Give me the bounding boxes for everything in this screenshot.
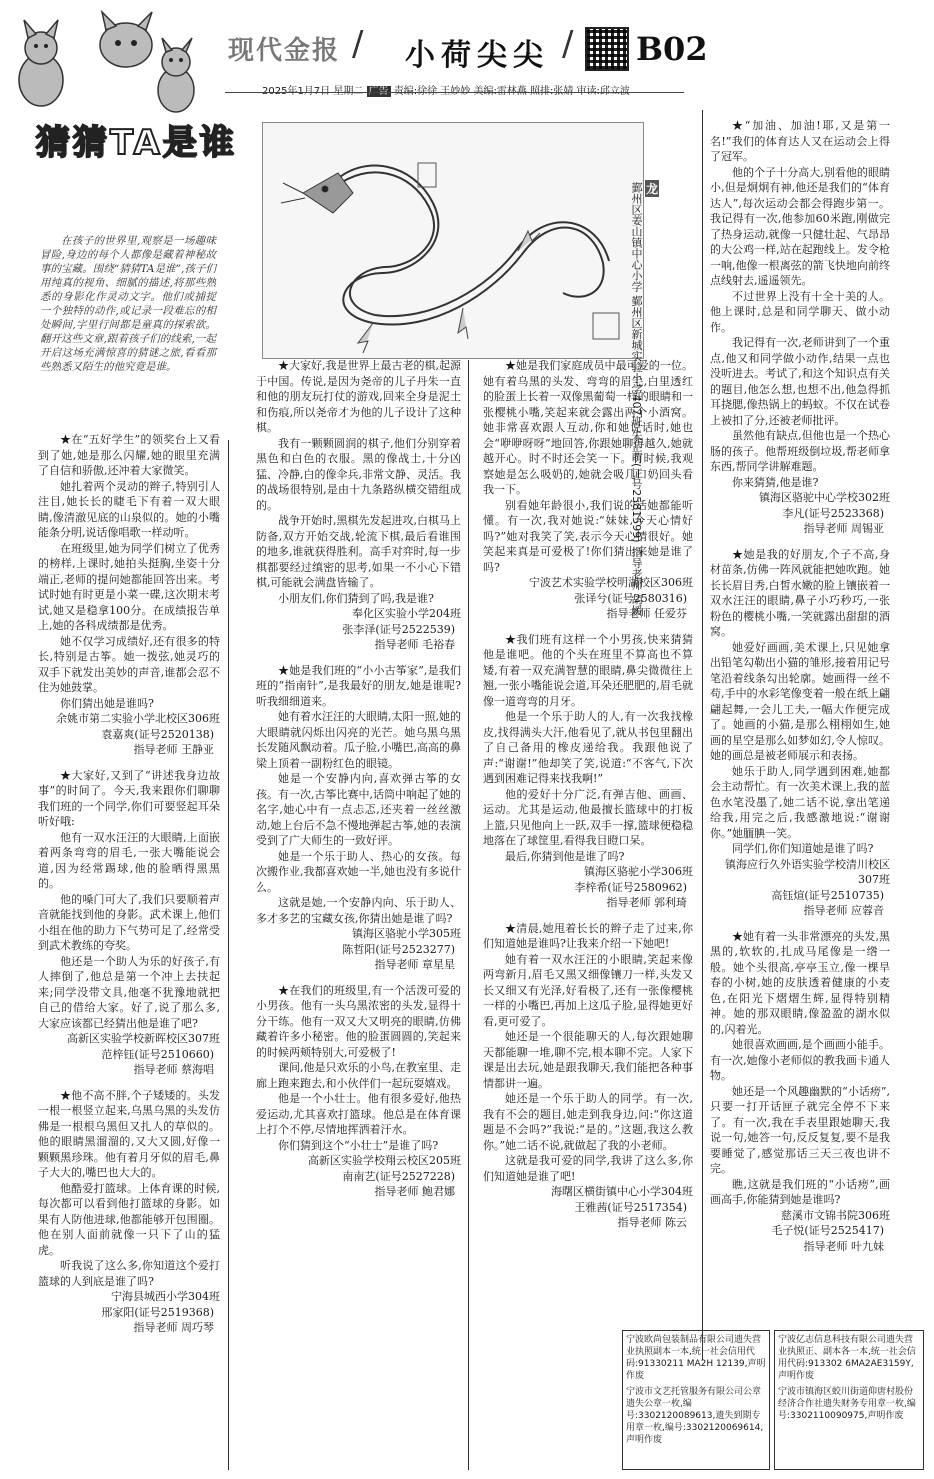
article-paragraph: 他是一个小壮士。他有很多爱好,他热爱运动,尤其喜欢打篮球。他总是在体育课上打个不停,尽情地挥洒着汗水。	[256, 1092, 461, 1136]
article-paragraph: 她有着水汪汪的大眼睛,太阳一照,她的大眼睛就闪烁出闪亮的光芒。她乌黑乌黑长发随风飘动着。瓜子脸,小嘴巴,高高的鼻梁上顶着一副粉红色的眼镜。	[256, 710, 461, 770]
article-student: 范梓钰(证号2510660)	[101, 1047, 214, 1061]
article-paragraph: ★他不高不胖,个子矮矮的。头发一根一根竖立起来,乌黑乌黑的头发仿佛是一根根乌黑但又扎人的草似的。他的眼睛黑溜溜的,又大又圆,好像一颗颗黑珍珠。他有着月牙似的眉毛,鼻子大大的,嘴巴也大大的。	[38, 1088, 220, 1179]
page-number: B02	[636, 30, 708, 68]
article-paragraph: 这就是我可爱的同学,我讲了这么多,你们知道她是谁了吧!	[483, 1154, 693, 1183]
cartoon-animals-illustration	[6, 10, 206, 120]
artwork-title: 龙	[645, 182, 658, 196]
ad-text: 宁波欧尚包装制品有限公司遗失营业执照副本一本,统一社会信用代码:91330211 MA2H 12139,声明作废	[626, 1335, 766, 1381]
article-paragraph: 我有一颗颗圆润的棋子,他们分别穿着黑色和白色的衣服。黑的像战士,十分凶猛、冷静,白的像伞兵,非常文静、灵活。我的战场很特别,是由十九条路纵横交错组成的。	[256, 436, 461, 512]
article-paragraph: 她是一个乐于助人、热心的女孩。每次搬作业,我都喜欢她一半,她也没有多说什么。	[256, 849, 461, 894]
article-paragraph: ★大家好,又到了“讲述我身边故事”的时间了。今天,我来跟你们聊聊我们班的一个同学,你们可要竖起耳朵听好哦:	[38, 768, 220, 828]
article-paragraph: 我记得有一次,老师讲到了一个重点,他又和同学做小动作,结果一点也没听进去。考试了,和这个知识点有关的题目,他怎么想,也想不出,他急得抓耳挠腮,像热锅上的蚂蚁。不仅在试卷上被扣了分,还被老师批评。	[710, 336, 890, 427]
article-paragraph: 最后,你猜到他是谁了吗?	[505, 849, 625, 863]
intro-text: 在孩子的世界里,观察是一场趣味冒险,身边的每个人都像是藏着神秘故事的宝藏。围绕“猜猜TA是谁”,孩子们用纯真的视角、细腻的描述,将那些熟悉的身影化作灵动文字。他们或捕捉一个独特的动作,或记录一段难忘的相处瞬间,字里行间都是童真的探索欲。翻开这些文章,跟着孩子们的线索,一起开启这场充满惊喜的猜谜之旅,看看那些熟悉又陌生的他究竟是谁。	[40, 235, 216, 373]
article-teacher: 指导老师 周锡亚	[803, 522, 884, 535]
article-teacher: 指导老师 章星星	[374, 958, 455, 971]
article-paragraph: 小朋友们,你们猜到了吗,我是谁?	[278, 591, 434, 605]
ad-text: 宁波市文艺托管服务有限公司公章遗失公章一枚,编号:3302120089613,遗失到期专用章一枚,编号:3302120069614,声明作废	[626, 1387, 764, 1445]
article-paragraph: ★她有着一头非常漂亮的头发,黑黑的,软软的,扎成马尾像是一绺一般。她个头很高,亭亭玉立,像一棵旱春的小树,她的皮肤透着健康的小麦色,在阳光下熠熠生辉,显得特别精神。她的那双眼睛,像盈盈的湖水似的,闪着光。	[710, 929, 890, 1036]
article-student: 王雅茜(证号2517354)	[574, 1200, 687, 1214]
column-divider	[702, 110, 703, 1360]
column-3	[483, 358, 693, 1241]
article-paragraph: 课间,他是只欢乐的小鸟,在教室里、走廊上跑来跑去,和小伙伴们一起玩耍嬉戏。	[256, 1061, 461, 1090]
article	[256, 663, 461, 973]
article-teacher: 指导老师 毛裕春	[374, 638, 455, 651]
article-school: 宁海县城西小学304班	[111, 1290, 220, 1303]
newspaper-name: 现代金报	[228, 36, 341, 66]
article	[256, 358, 461, 653]
article	[710, 547, 890, 919]
article-paragraph: 在班级里,她为同学们树立了优秀的榜样,上课时,她拍头挺胸,坐姿十分端正,老师的提问她都能回答出来。考试时她有时更是小菜一碟,这次期末考试,她又是稳拿100分。在成绩报告单上,她的各科成绩都是优秀。	[38, 541, 220, 632]
article-paragraph: 他的嗓门可大了,我们只要顺着声音就能找到他的身影。武术课上,他们小组在他的助力下气势可足了,经常受到武术教练的夸奖。	[38, 892, 220, 952]
column-title: 猜猜TA是谁	[36, 123, 237, 163]
article	[38, 432, 220, 758]
article	[483, 921, 693, 1231]
article-paragraph: 听我说了这么多,你知道这个爱打篮球的人到底是谁了吗?	[38, 1259, 220, 1288]
issue-date: 2025年1月7日 星期二	[262, 86, 364, 97]
artwork-teacher: 指导老师 胡媛	[630, 546, 643, 616]
article-school: 高新区实验学校新晖校区307班	[67, 1032, 220, 1045]
article-paragraph: 这就是她,一个安静内向、乐于助人、多才多艺的宝藏女孩,你猜出她是谁了吗?	[256, 896, 461, 925]
article-paragraph: ★我们班有这样一个小男孩,快来猜猜他是谁吧。他的个头在班里不算高也不算矮,有着一双充满智慧的眼睛,鼻尖微微往上翘,一张小嘴能说会道,耳朵还肥肥的,眉毛就像一道弯弯的月牙。	[483, 632, 693, 708]
column-divider	[468, 360, 469, 1470]
article-paragraph: ★“加油、加油!耶,又是第一名!”我们的体育达人又在运动会上得了冠军。	[710, 119, 890, 163]
column-intro	[40, 234, 216, 374]
article-teacher: 指导老师 叶九妹	[803, 1239, 884, 1253]
article	[710, 929, 890, 1255]
column-2	[256, 358, 461, 1210]
article-teacher: 指导老师 鲍君娜	[374, 1185, 455, 1198]
article-school: 海曙区横街镇中心小学304班	[551, 1185, 693, 1198]
article-paragraph: 她有着一双水汪汪的小眼睛,笑起来像两弯新月,眉毛又黑又细像镶刀一样,头发又长又细又有光泽,好看极了,还有一张像樱桃一样的小嘴巴,再加上这瓜子脸,显得她更好看,更可爱了。	[483, 952, 693, 1028]
article-paragraph: 虽然他有缺点,但他也是一个热心肠的孩子。他帮班级倒垃圾,帮老师拿东西,帮同学讲解难题。	[710, 429, 890, 473]
article-student: 张李泽(证号2522539)	[342, 622, 455, 636]
article-paragraph: 他的个子十分高大,别看他的眼睛小,但是炯炯有神,他还是我们的“体育达人”,每次运动会都会得跑步第一。我记得有一次,他参加60米跑,刚做完了热身运动,就像一只健壮起、气昂昂的大公鸡一样,站在起跑线上。发令枪一响,他像一根离弦的箭飞快地向前终点线射去,遥遥领先。	[710, 165, 890, 287]
qr-code-icon[interactable]	[585, 27, 629, 71]
article-paragraph: 同学们,你们知道她是谁了吗?	[732, 842, 874, 855]
issue-meta	[262, 82, 630, 97]
article-paragraph: 她很喜欢画画,是个画画小能手。有一次,她像小老师似的教我画卡通人物。	[710, 1038, 890, 1082]
article-student: 袁嘉爽(证号2520138)	[101, 727, 214, 741]
article-school: 余姚市第二实验小学北校区306班	[56, 712, 220, 725]
column-4	[710, 118, 890, 1264]
article-paragraph: 她爱好画画,美术课上,只见她拿出铅笔勾勒出小猫的雏形,接着用记号笔沿着线条勾出轮廓。她画得一丝不苟,手中的水彩笔像变着一般在纸上翩翩起舞,一会儿工夫,一幅大作便完成了。她画的小猫,是那么栩栩如生,她画的星空是那么如梦如幻,令人惊叹。她的画总是被老师展示和表扬。	[710, 640, 890, 762]
classified-ad	[774, 1330, 924, 1470]
article-student: 李梓希(证号2580962)	[574, 880, 687, 894]
article-paragraph: ★清晨,她甩着长长的辫子走了过来,你们知道她是谁吗?让我来介绍一下她吧!	[483, 921, 693, 950]
article-teacher: 指导老师 郭利琦	[606, 896, 687, 909]
article-student: 李凡(证号2523368)	[782, 506, 884, 520]
editors: 责编:徐徐 王妙妙 美编:雷林燕 照排:张婧 审读:邱立波	[393, 86, 630, 97]
article	[710, 118, 890, 537]
article-paragraph: 你们猜到这个“小壮士”是谁了吗?	[278, 1138, 439, 1152]
article-paragraph: 你们猜出她是谁吗?	[60, 696, 154, 710]
section-title: 小荷尖尖	[405, 38, 549, 73]
article-school: 镇海区骆驼小学305班	[352, 927, 461, 940]
article-student: 邢家阳(证号2519368)	[101, 1305, 214, 1319]
article-paragraph: 她还是一个乐于助人的同学。有一次,我有不会的题目,她走到我身边,问:“你这道题是不会吗?”我说:“是的。”这题,我这么教你。”她二话不说,就做起了我的小老师。	[483, 1092, 693, 1152]
article-paragraph: 他有一双水汪汪的大眼睛,上面嵌着两条弯弯的眉毛,一张大嘴能说会道,因为经常踢球,他的脸晒得黑黑的。	[38, 830, 220, 890]
article	[483, 632, 693, 911]
article-student: 张译兮(证号2580316)	[574, 591, 687, 605]
article-paragraph: 瞧,这就是我们班的“小话痨”,画画高手,你能猜到她是谁吗?	[710, 1177, 890, 1206]
article-teacher: 指导老师 蔡海唱	[133, 1063, 214, 1076]
article-paragraph: 他是一个乐于助人的人,有一次我找橡皮,找得满头大汗,他看见了,就从书包里翻出了自己备用的橡皮递给我。我跟他说了声:“谢谢!”他却笑了笑,说道:“不客气,下次遇到困难记得来找我啊!”	[483, 710, 693, 785]
ad-text: 宁波亿志信息科技有限公司遗失营业执照正、副本各一本,统一社会信用代码:913302 6MA2AE3159Y,声明作废	[778, 1335, 916, 1381]
article-teacher: 指导老师 应蓉音	[803, 904, 884, 917]
article-paragraph: ★她是我们班的“小小古筝家”,是我们班的“指南针”,是我最好的朋友,她是谁呢?听我细细道来。	[256, 663, 461, 708]
article	[256, 983, 461, 1200]
article-school: 奉化区实验小学204班	[352, 607, 461, 620]
article-school: 镇海区骆驼中心学校302班	[759, 491, 890, 504]
article-paragraph: 她还是一个风趣幽默的“小话痨”,只要一打开话匣子就完全停不下来了。有一次,我在手表里跟她聊天,我说一句,她答一句,反反复复,要不是我要睡觉了,感觉那话三天三夜也讲不完。	[710, 1084, 890, 1175]
slash-divider: /	[352, 24, 364, 64]
article-paragraph: ★在我们的班级里,有一个活泼可爱的小男孩。他有一头乌黑浓密的头发,显得十分干练。他有一双又大又明亮的眼睛,仿佛藏着许多小秘密。他的脸蛋圆圆的,笑起来的时候两颊特别大,可爱极了!	[256, 983, 461, 1059]
article-student: 陈哲阳(证号2523277)	[342, 942, 455, 956]
slash-divider: /	[562, 24, 574, 64]
article-paragraph: 她是一个安静内向,喜欢弹古筝的女孩。有一次,古筝比赛中,话筒中响起了她的名字,她心中有一点忐忑,还夹着一丝丝激动,她上台后不急不慢地弹起古筝,她的表演受到了广大师生的一致好评。	[256, 772, 461, 847]
article-school: 慈溪市文锦书院306班	[781, 1208, 890, 1222]
ad-tag: 广告	[368, 86, 389, 97]
article-school: 高新区实验学校翔云校区205班	[308, 1154, 461, 1167]
article-paragraph: 他还是一个助人为乐的好孩子,有人摔倒了,他总是第一个冲上去扶起来;同学没带文具,他毫不犹豫地就把自己的借给大家。好了,说了那么多,大家应该都已经猜出他是谁了吧?	[38, 954, 220, 1030]
article-paragraph: 她还是一个很能聊天的人,每次跟她聊天都能聊一堆,聊不完,根本聊不完。人家下课是出去玩,她是跟我聊天,我们能把各种事情都讲一遍。	[483, 1030, 693, 1090]
article-school: 镇海区骆驼小学306班	[584, 865, 693, 878]
article-teacher: 指导老师 任爱芬	[606, 607, 687, 620]
article-teacher: 指导老师 陈云	[617, 1216, 687, 1229]
article-paragraph: 她不仅学习成绩好,还有很多的特长,特别是古筝。她一拨弦,她灵巧的双手下就发出美妙的声音,谁都会忍不住为她鼓掌。	[38, 634, 220, 694]
article-school: 镇海应行久外语实验学校清川校区307班	[725, 857, 890, 886]
artwork-author: 朱芷萌(证号2581599)	[630, 430, 643, 543]
article-teacher: 指导老师 周巧琴	[133, 1321, 214, 1334]
article-paragraph: 他的爱好十分广泛,有弹吉他、画画、运动。尤其是运动,他最擅长篮球中的打板上篮,只见他向上一跃,双手一撑,篮球便稳稳地落在了球筐里,看得我目瞪口呆。	[483, 787, 693, 847]
classified-ad	[622, 1330, 770, 1470]
column-1	[38, 432, 220, 1346]
article-paragraph: 战争开始时,黑棋先发起进攻,白棋马上防备,双方开始交战,轮流下棋,最后看谁围的地多,谁就获得胜利。高手对弈时,每一步棋都要经过缜密的思考,如果一不小心下错棋,可能就会满盘皆输了。	[256, 514, 461, 589]
article	[38, 768, 220, 1078]
article	[38, 1088, 220, 1336]
article-paragraph: 不过世界上没有十全十美的人。他上课时,总是和同学聊天、做小动作。	[710, 289, 890, 334]
article-paragraph: 她乐于助人,同学遇到困难,她都会主动帮忙。有一次美术课上,我的蓝色水笔没墨了,她二话不说,拿出笔递给我,用完之后,我感激地说:“谢谢你。”她腼腆一笑。	[710, 764, 890, 840]
article-paragraph: ★她是我们家庭成员中最可爱的一位。她有着乌黑的头发、弯弯的眉毛,白里透红的脸蛋上长着一双像黑葡萄一样的眼睛和一张樱桃小嘴,笑起来就会露出两个小酒窝。她非常喜欢跟人互动,你和她说话时,她也会“咿咿呀呀”地回答,你跟她聊得越久,她就越开心。时不时还会笑一下。有时候,我观察她是怎么吸奶的,她就会吸几口奶回头看我一下。	[483, 359, 693, 496]
article	[483, 358, 693, 622]
article-paragraph: 他酷爱打篮球。上体育课的时候,每次都可以看到他打篮球的身影。如果有人防他进球,他都能够开包围圈。他在别人面前就像一只下了山的猛虎。	[38, 1181, 220, 1257]
article-teacher: 指导老师 王静亚	[133, 743, 214, 756]
ad-text: 宁波市镇海区蛟川街道仰唐村股份经济合作社遗失财务专用章一枚,编号:3302110090975,声明作废	[778, 1387, 916, 1421]
article-paragraph: 你来猜猜,他是谁?	[732, 475, 819, 489]
article-paragraph: ★她是我的好朋友,个子不高,身材苗条,仿佛一阵风就能把她吹跑。她长长眉目秀,白皙水嫩的脸上镶嵌着一双水汪汪的眼睛,鼻子小巧秒巧,一张粉色的樱桃小嘴,一笑就露出甜甜的酒窝。	[710, 547, 890, 638]
article-student: 毛子悦(证号2525417)	[771, 1224, 884, 1237]
article-paragraph: 别看她年龄很小,我们说的话她都能听懂。有一次,我对她说:“妹妹,今天心情好吗?”她对我笑了笑,表示今天心情很好。她笑起来真是可爱极了!你们猜出来她是谁了吗?	[483, 498, 693, 574]
article-paragraph: ★大家好,我是世界上最古老的棋,起源于中国。传说,是因为尧帝的儿子丹朱一直和他的朋友玩打仗的游戏,回来全身是泥土和伤痕,所以尧帝才为他的儿子设计了这种棋。	[256, 359, 461, 434]
article-student: 南南艺(证号2527228)	[342, 1169, 455, 1183]
article-paragraph: 她扎着两个灵动的辫子,特别引人注目,她长长的睫毛下有着一双大眼睛,像清澈见底的山泉似的。她的小嘴能条分明,说话像唱歌一样动听。	[38, 479, 220, 539]
article-paragraph: ★在“五好学生”的领奖台上又看到了她,她是那么闪耀,她的眼里充满了自信和骄傲,还冲着大家微笑。	[38, 433, 220, 477]
article-school: 宁波艺术实验学校明湖校区306班	[529, 576, 693, 589]
article-student: 高钰煊(证号2510735)	[771, 888, 884, 902]
column-divider	[228, 440, 229, 1470]
header-rule	[225, 92, 684, 93]
artwork-school: 鄞州区姜山镇中心小学 鄞州区新城实验小学407班	[630, 182, 643, 427]
